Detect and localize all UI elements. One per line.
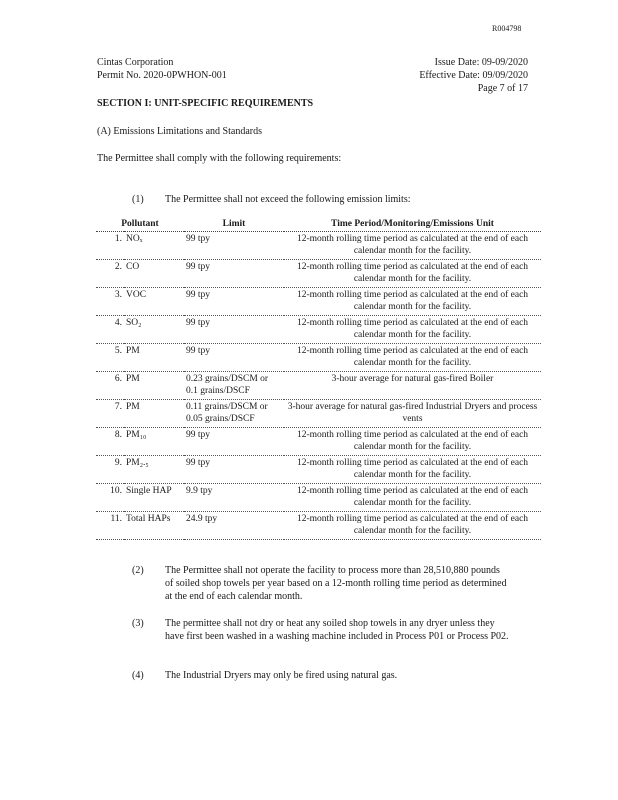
table-row [96, 484, 541, 512]
pollutant-cell: Single HAP [124, 484, 184, 512]
row-number: 9. [96, 456, 124, 484]
requirement-4-text: The Industrial Dryers may only be fired using natural gas. [165, 670, 398, 681]
row-number: 5. [96, 344, 124, 372]
pollutant-cell: CO [124, 260, 184, 288]
limit-cell: 99 tpy [184, 260, 284, 288]
limit-cell: 99 tpy [184, 316, 284, 344]
time-period-cell: 12-month rolling time period as calculated at the end of each calendar month for the facility. [284, 260, 541, 288]
time-period-cell: 12-month rolling time period as calculated at the end of each calendar month for the facility. [284, 512, 541, 540]
limit-cell: 24.9 tpy [184, 512, 284, 540]
table-row [96, 316, 541, 344]
requirement-1 [132, 193, 512, 207]
pollutant-cell: PM₁₀ [124, 428, 184, 456]
pollutant-cell: PM [124, 372, 184, 400]
limit-cell: 99 tpy [184, 232, 284, 260]
time-period-cell: 3-hour average for natural gas-fired Boiler [284, 372, 541, 400]
limit-cell: 0.23 grains/DSCM or 0.1 grains/DSCF [184, 372, 284, 400]
table-row [96, 512, 541, 540]
requirement-1-number: (1) [132, 194, 144, 205]
row-number: 6. [96, 372, 124, 400]
requirement-2-text: The Permittee shall not operate the facility to process more than 28,510,880 pounds of soiled shop towels per year based on a 12-month rolling time period as determined at the end of each calendar month. [165, 565, 507, 602]
table-row [96, 456, 541, 484]
pollutant-cell: PM₂.₅ [124, 456, 184, 484]
time-period-cell: 12-month rolling time period as calculated at the end of each calendar month for the facility. [284, 484, 541, 512]
pollutant-cell: Total HAPs [124, 512, 184, 540]
intro-text: The Permittee shall comply with the following requirements: [97, 153, 342, 164]
time-period-cell: 12-month rolling time period as calculated at the end of each calendar month for the facility. [284, 316, 541, 344]
requirement-1-text: The Permittee shall not exceed the following emission limits: [165, 194, 411, 205]
time-period-cell: 3-hour average for natural gas-fired Industrial Dryers and process vents [284, 400, 541, 428]
requirement-4 [132, 669, 512, 683]
document-id: R004798 [492, 24, 522, 33]
row-number: 7. [96, 400, 124, 428]
issue-date: Issue Date: 09-09/2020 [434, 57, 528, 68]
pollutant-cell: NOₓ [124, 232, 184, 260]
time-period-cell: 12-month rolling time period as calculated at the end of each calendar month for the facility. [284, 288, 541, 316]
row-number: 3. [96, 288, 124, 316]
row-number: 1. [96, 232, 124, 260]
table-row [96, 288, 541, 316]
limit-cell: 99 tpy [184, 456, 284, 484]
section-title: SECTION I: UNIT-SPECIFIC REQUIREMENTS [97, 98, 314, 109]
requirement-2-number: (2) [132, 565, 144, 576]
table-row [96, 344, 541, 372]
table-row [96, 428, 541, 456]
limit-cell: 99 tpy [184, 344, 284, 372]
header-limit: Limit [184, 217, 284, 232]
requirement-3-number: (3) [132, 618, 144, 629]
table-row [96, 372, 541, 400]
limit-cell: 9.9 tpy [184, 484, 284, 512]
pollutant-cell: PM [124, 344, 184, 372]
page-number: Page 7 of 17 [477, 83, 528, 94]
table-row [96, 232, 541, 260]
requirement-4-number: (4) [132, 670, 144, 681]
effective-date: Effective Date: 09/09/2020 [419, 70, 528, 81]
requirement-3 [132, 617, 512, 659]
limit-cell: 99 tpy [184, 428, 284, 456]
table-header-row [96, 217, 541, 232]
time-period-cell: 12-month rolling time period as calculated at the end of each calendar month for the facility. [284, 232, 541, 260]
permit-number: Permit No. 2020-0PWHON-001 [97, 70, 227, 81]
row-number: 8. [96, 428, 124, 456]
table-row [96, 260, 541, 288]
requirement-3-text: The permittee shall not dry or heat any soiled shop towels in any dryer unless they have first been washed in a washing machine included in Process P01 or Process P02. [165, 618, 509, 642]
time-period-cell: 12-month rolling time period as calculated at the end of each calendar month for the facility. [284, 344, 541, 372]
row-number: 2. [96, 260, 124, 288]
pollutant-cell: SO₂ [124, 316, 184, 344]
pollutant-cell: VOC [124, 288, 184, 316]
header-pollutant: Pollutant [96, 217, 184, 232]
subsection-title: (A) Emissions Limitations and Standards [97, 126, 262, 137]
row-number: 11. [96, 512, 124, 540]
time-period-cell: 12-month rolling time period as calculated at the end of each calendar month for the facility. [284, 428, 541, 456]
limit-cell: 0.11 grains/DSCM or 0.05 grains/DSCF [184, 400, 284, 428]
table-row [96, 400, 541, 428]
company-name: Cintas Corporation [97, 57, 174, 68]
row-number: 10. [96, 484, 124, 512]
pollutant-cell: PM [124, 400, 184, 428]
emission-limits-table [96, 217, 541, 540]
row-number: 4. [96, 316, 124, 344]
requirement-2 [132, 564, 512, 606]
limit-cell: 99 tpy [184, 288, 284, 316]
header-time-period: Time Period/Monitoring/Emissions Unit [284, 217, 541, 232]
time-period-cell: 12-month rolling time period as calculated at the end of each calendar month for the facility. [284, 456, 541, 484]
